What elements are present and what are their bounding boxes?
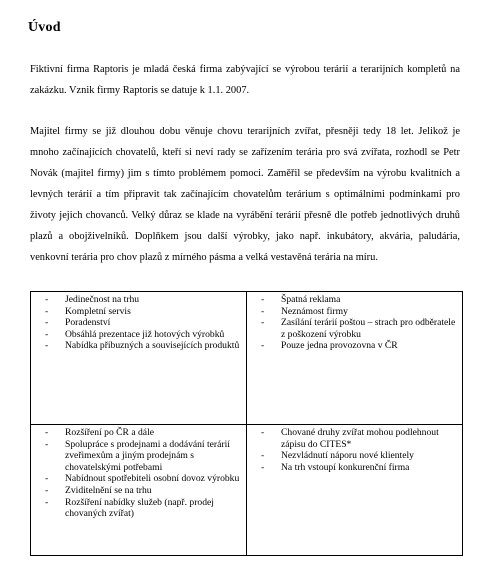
list-item: - Nabídnout spotřebiteli osobní dovoz výrobku — [31, 473, 240, 485]
section-heading: Úvod — [28, 20, 61, 35]
list-item: - Špatná reklama — [247, 294, 456, 306]
list-item: - Neznámost firmy — [247, 306, 456, 318]
threats-list — [247, 427, 456, 473]
opportunities-list — [31, 427, 240, 520]
swot-row-top — [31, 292, 463, 425]
swot-row-bottom — [31, 425, 463, 556]
weaknesses-list — [247, 294, 456, 352]
list-item: - Jedinečnost na trhu — [31, 294, 240, 306]
list-item: - Rozšíření nabídky služeb (např. prodej chovaných zvířat) — [31, 497, 240, 520]
list-item: - Zasílání terárií poštou – strach pro odběratele z poškození výrobku — [247, 317, 456, 340]
list-item: - Rozšíření po ČR a dále — [31, 427, 240, 439]
list-item: - Spolupráce s prodejnami a dodávání terárií zveřimexům a jiným prodejnám s chovatelskými potřebami — [31, 439, 240, 474]
strengths-cell — [31, 292, 247, 425]
list-item: - Na trh vstoupí konkurenční firma — [247, 462, 456, 474]
list-item: - Kompletní servis — [31, 306, 240, 318]
list-item: - Pouze jedna provozovna v ČR — [247, 340, 456, 352]
list-item: - Poradenství — [31, 317, 240, 329]
list-item: - Nezvládnutí náporu nové klientely — [247, 450, 456, 462]
weaknesses-cell — [247, 292, 463, 425]
threats-cell — [247, 425, 463, 556]
swot-table — [30, 291, 463, 556]
list-item: - Obsáhlá prezentace již hotových výrobků — [31, 329, 240, 341]
intro-paragraph: Fiktivní firma Raptoris je mladá česká firma zabývající se výrobou terárií a terarijních kompletů na zakázku. Vznik firmy Raptoris se datuje k 1.1. 2007. — [30, 64, 460, 96]
owner-paragraph: Majitel firmy se již dlouhou dobu věnuje chovu terarijních zvířat, přesněji tedy 18 let. Jelikož je mnoho začínajících chovatelů, kteří si neví rady se zařízením terária pro svá zvířata, rozhodl se Petr Novák (majitel firmy) jim s tímto problémem pomoci. Zaměřil se především na výrobu kvalitních a levných terárií a tím připravit tak začínajícím chovatelům terárium s optimálními podmínkami pro životy jejich chovanců. Velký důraz se klade na vyrábění terárií přesně dle potřeb jednotlivých druhů plazů a obojživelníků. Doplňkem jsou další výrobky, jako např. inkubátory, akvária, paludária, venkovní terária pro chov plazů z mírného pásma a velká vestavěná terária na míru. — [30, 126, 460, 263]
list-item: - Zviditelnění se na trhu — [31, 485, 240, 497]
strengths-list — [31, 294, 240, 352]
list-item: - Nabídka příbuzných a souvisejících produktů — [31, 340, 240, 352]
opportunities-cell — [31, 425, 247, 556]
list-item: - Chované druhy zvířat mohou podlehnout zápisu do CITES* — [247, 427, 456, 450]
